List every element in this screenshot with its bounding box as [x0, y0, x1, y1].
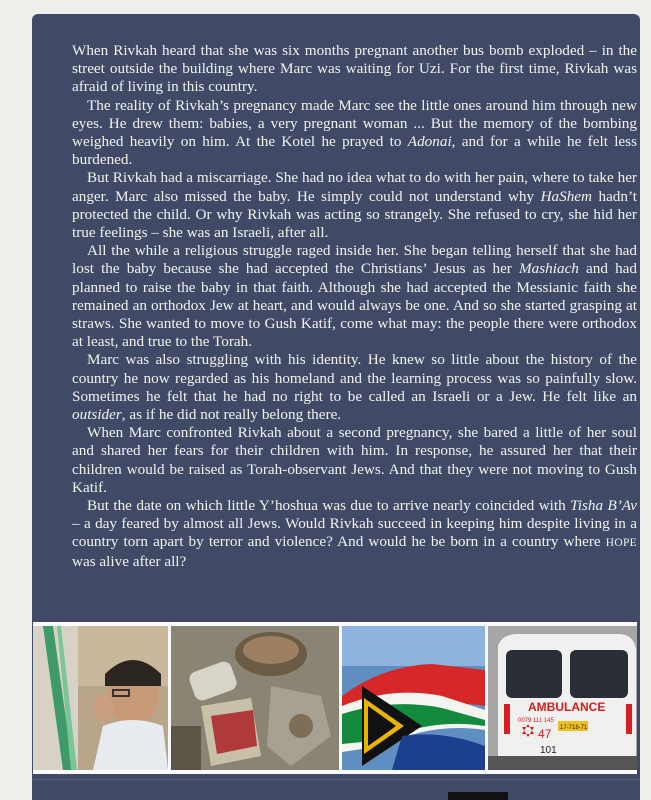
ambulance-phone: 0079 111 145: [518, 718, 554, 724]
paragraph-4: All the while a religious struggle raged inside her. She began telling herself that she had lost the baby because she had accepted the Christians’ Jesus as her Mashiach and had planned to raise the baby in that faith. Although she had accepted the Messianic faith she remained an orthodox Jew at heart, and would always be one. And so she started grasping at straws. She wanted to move to Gush Katif, come what may: the people there were orthodox at least, and true to the Torah.: [72, 242, 638, 351]
photo-debris-objects: [171, 626, 339, 770]
ambulance-unit: 47: [538, 727, 552, 741]
ambulance-label: AMBULANCE: [528, 700, 606, 714]
blurb-text: [72, 42, 637, 571]
photo-flag: [342, 626, 485, 770]
photo-ambulance: [488, 626, 637, 770]
ambulance-plate: 17-718-71: [560, 725, 588, 731]
paragraph-7: But the date on which little Y’hoshua was due to arrive nearly coincided with Tisha B’Av – a day feared by almost all Jews. Would Rivkah succeed in keeping him despite living in a country torn apart by terror and violence? And would he be born in a country where HOPE was alive after all?: [72, 497, 637, 570]
paragraph-3: But Rivkah had a miscarriage. She had no idea what to do with her pain, where to take her anger. Marc also missed the baby. He simply could not understand why HaShem hadn’t protected the child. Or why Rivkah was acting so strangely. She refused to cry, she hid her true feelings – she was an Israeli, after all.: [72, 169, 637, 242]
paragraph-5: Marc was also struggling with his identity. He knew so little about the history of the country he now regarded as his homeland and the learning process was so painfully slow. Sometimes he felt that he had no right to be called an Israeli or a Jew. He felt like an outsider, as if he did not really belong there.: [72, 351, 637, 424]
bottom-band: [32, 774, 640, 800]
divider: [32, 779, 640, 780]
photo-strip: [33, 622, 637, 774]
photo-praying-man: [33, 626, 168, 770]
spine-tag: [448, 792, 508, 800]
paragraph-1: When Rivkah heard that she was six months pregnant another bus bomb exploded – in the street outside the building where Marc was waiting for Uzi. For the first time, Rivkah was afraid of living in this country.: [72, 42, 637, 96]
paragraph-6: When Marc confronted Rivkah about a second pregnancy, she bared a little of her soul and shared her fears for their children with him. In response, he assured her that their children would be raised as Torah-observant Jews. And that they were not moving to Gush Katif.: [72, 424, 637, 496]
paragraph-2: The reality of Rivkah’s pregnancy made Marc see the little ones around him through new eyes. He drew them: babies, a very pregnant woman ... But the memory of the bombing weighed heavily on him. At the Kotel he prayed to Adonai, and for a while he felt less burdened.: [72, 96, 637, 169]
ambulance-number: 101: [540, 745, 557, 756]
